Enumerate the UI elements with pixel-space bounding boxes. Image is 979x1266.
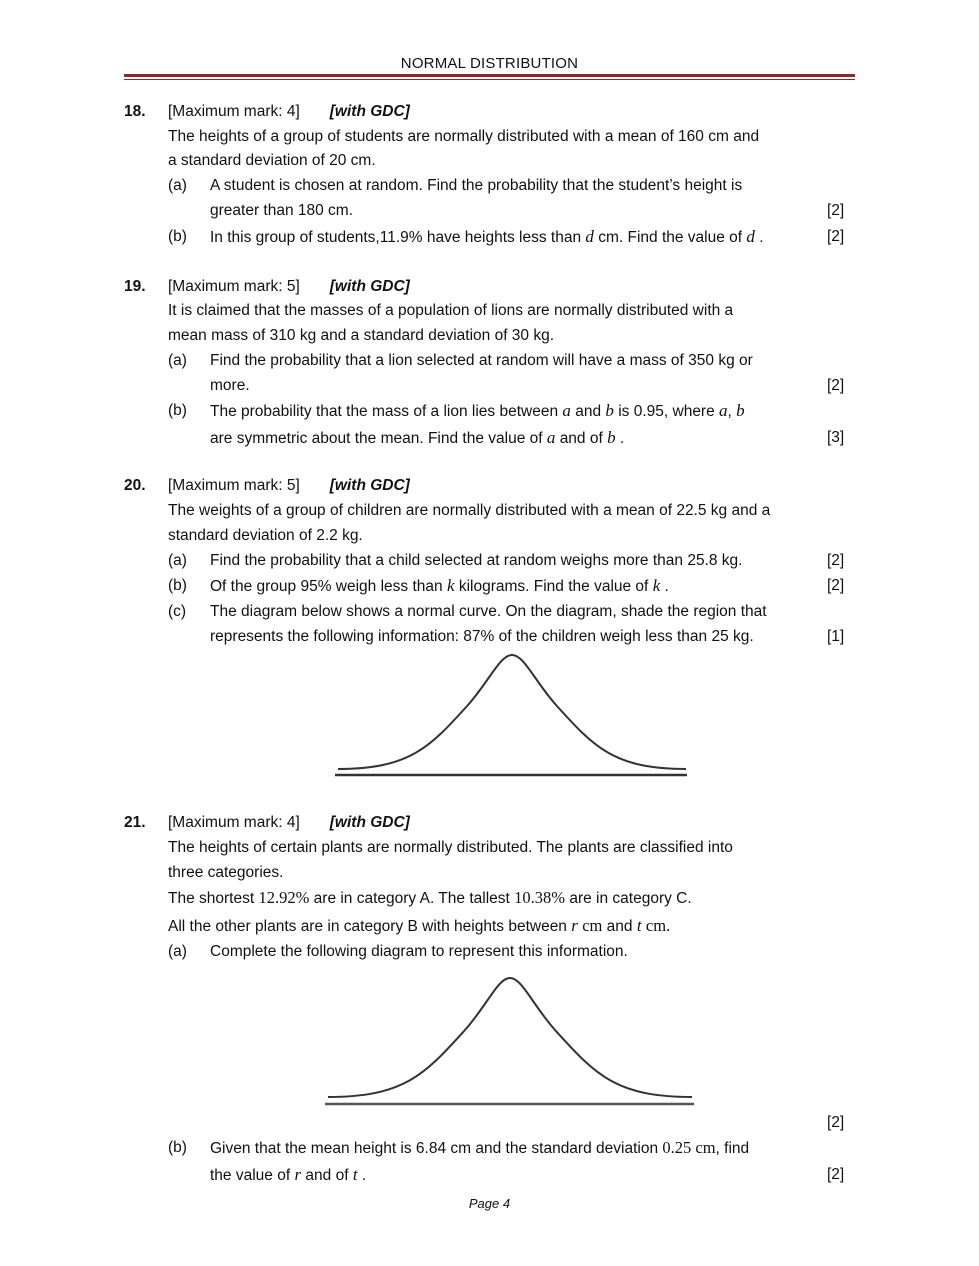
- question-header: [168, 476, 410, 496]
- normal-curve-diagram[interactable]: [320, 970, 700, 1110]
- gdc-note: [with GDC]: [329, 814, 410, 831]
- max-mark: [Maximum mark: 4]: [168, 814, 300, 831]
- question-number: 21.: [124, 814, 146, 831]
- question-stem: a standard deviation of 20 cm.: [168, 152, 376, 169]
- mark-value: [2]: [827, 202, 845, 219]
- mark-value: [2]: [827, 228, 845, 245]
- header-rule-thin: [124, 79, 855, 80]
- part-text: Find the probability that a child selected at random weighs more than 25.8 kg.: [210, 552, 743, 569]
- part-label: (b): [168, 577, 187, 594]
- page-number: Page 4: [468, 1196, 511, 1211]
- part-text: Complete the following diagram to represent this information.: [210, 943, 628, 960]
- question-stem: The weights of a group of children are normally distributed with a mean of 22.5 kg and a: [168, 502, 771, 519]
- max-mark: [Maximum mark: 5]: [168, 278, 300, 295]
- part-text: greater than 180 cm.: [210, 202, 354, 219]
- page-header-title: NORMAL DISTRIBUTION: [400, 55, 579, 72]
- gdc-note: [with GDC]: [329, 103, 410, 120]
- question-number: 18.: [124, 103, 146, 120]
- part-text: more.: [210, 377, 250, 394]
- mark-value: [2]: [827, 577, 845, 594]
- normal-curve-diagram[interactable]: [330, 648, 694, 782]
- gdc-note: [with GDC]: [329, 278, 410, 295]
- part-text: The probability that the mass of a lion lies between a and b is 0.95, where a, b: [210, 401, 745, 420]
- max-mark: [Maximum mark: 4]: [168, 103, 300, 120]
- mark-value: [2]: [827, 1114, 845, 1131]
- part-label: (a): [168, 352, 187, 369]
- variable: b: [736, 401, 745, 420]
- part-text: Find the probability that a lion selected at random will have a mass of 350 kg or: [210, 352, 753, 369]
- variable: b: [607, 428, 616, 447]
- question-stem: The shortest 12.92% are in category A. The tallest 10.38% are in category C.: [168, 888, 692, 907]
- part-label: (b): [168, 228, 187, 245]
- mark-value: [2]: [827, 377, 845, 394]
- question-stem: three categories.: [168, 864, 284, 881]
- part-text: Given that the mean height is 6.84 cm and the standard deviation 0.25 cm, find: [210, 1138, 750, 1157]
- part-text: Of the group 95% weigh less than k kilograms. Find the value of k .: [210, 576, 669, 595]
- question-header: [168, 277, 410, 297]
- question-stem: The heights of certain plants are normally distributed. The plants are classified into: [168, 839, 733, 856]
- variable: a: [719, 401, 728, 420]
- variable: r: [294, 1165, 302, 1184]
- part-text: In this group of students,11.9% have heights less than d cm. Find the value of d .: [210, 227, 764, 246]
- mark-value: [2]: [827, 552, 845, 569]
- mark-value: [2]: [827, 1166, 845, 1183]
- variable: a: [546, 428, 556, 447]
- part-text: the value of r and of t .: [210, 1165, 367, 1184]
- part-label: (c): [168, 603, 187, 620]
- variable: t: [352, 1165, 358, 1184]
- mark-value: [1]: [827, 628, 845, 645]
- question-stem: The heights of a group of students are normally distributed with a mean of 160 cm and: [168, 128, 760, 145]
- part-label: (a): [168, 177, 187, 194]
- variable: a: [562, 401, 571, 420]
- question-stem: mean mass of 310 kg and a standard deviation of 30 kg.: [168, 327, 555, 344]
- part-label: (a): [168, 552, 187, 569]
- variable: k: [446, 576, 455, 595]
- question-stem: All the other plants are in category B with heights between r cm and t cm.: [168, 916, 671, 935]
- part-label: (b): [168, 402, 187, 419]
- part-label: (a): [168, 943, 187, 960]
- variable: b: [605, 401, 614, 420]
- question-stem: It is claimed that the masses of a population of lions are normally distributed with a: [168, 302, 734, 319]
- variable: r: [571, 916, 578, 935]
- variable: t: [636, 916, 642, 935]
- part-text: The diagram below shows a normal curve. On the diagram, shade the region that: [210, 603, 767, 620]
- normal-curve: [338, 655, 686, 769]
- normal-curve: [328, 978, 692, 1097]
- question-number: 19.: [124, 278, 146, 295]
- part-text: A student is chosen at random. Find the probability that the student’s height is: [210, 177, 743, 194]
- question-header: [168, 813, 410, 833]
- variable: d: [746, 227, 755, 246]
- gdc-note: [with GDC]: [329, 477, 410, 494]
- question-stem: standard deviation of 2.2 kg.: [168, 527, 363, 544]
- part-text: are symmetric about the mean. Find the value of a and of b .: [210, 428, 625, 447]
- question-header: [168, 102, 410, 122]
- variable: k: [652, 576, 661, 595]
- part-text: represents the following information: 87% of the children weigh less than 25 kg.: [210, 628, 754, 645]
- mark-value: [3]: [827, 429, 845, 446]
- header-rule: [124, 74, 855, 77]
- question-number: 20.: [124, 477, 146, 494]
- part-label: (b): [168, 1139, 187, 1156]
- variable: d: [585, 227, 594, 246]
- max-mark: [Maximum mark: 5]: [168, 477, 300, 494]
